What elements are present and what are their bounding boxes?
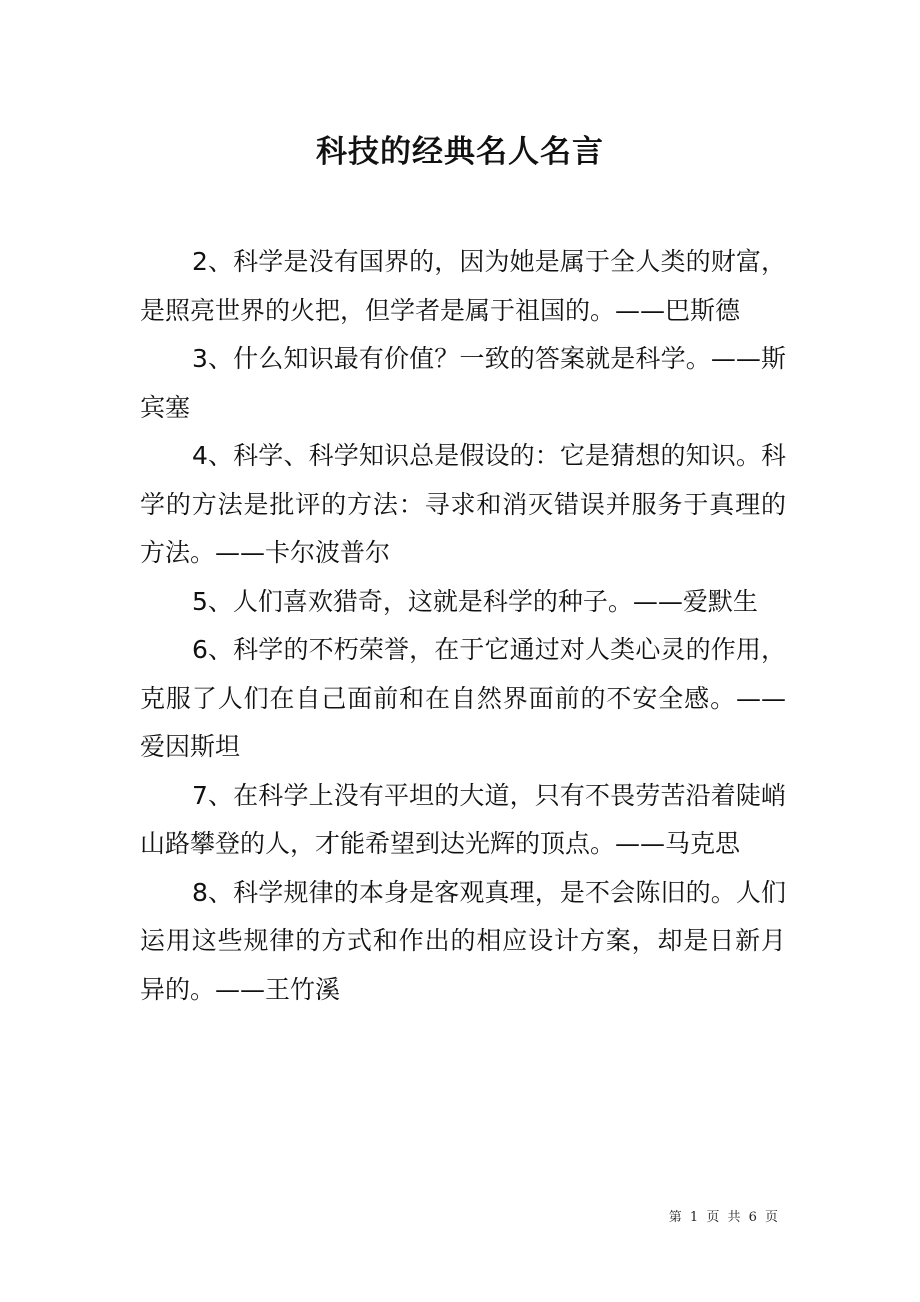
quote-paragraph: 2、科学是没有国界的，因为她是属于全人类的财富，是照亮世界的火把，但学者是属于祖国的。——巴斯德 [140,247,786,325]
page-number-footer: 第 1 页 共 6 页 [668,1210,780,1225]
quote-paragraph: 4、科学、科学知识总是假设的：它是猜想的知识。科学的方法是批评的方法：寻求和消灭错误并服务于真理的方法。——卡尔波普尔 [140,441,786,567]
quote-paragraph: 3、什么知识最有价值？一致的答案就是科学。——斯宾塞 [140,344,786,422]
quote-paragraph: 7、在科学上没有平坦的大道，只有不畏劳苦沿着陡峭山路攀登的人，才能希望到达光辉的顶点。——马克思 [140,780,786,858]
document-title: 科技的经典名人名言 [316,134,604,170]
quote-paragraph: 8、科学规律的本身是客观真理，是不会陈旧的。人们运用这些规律的方式和作出的相应设计方案，却是日新月异的。——王竹溪 [140,877,786,1004]
quote-paragraph: 5、人们喜欢猎奇，这就是科学的种子。——爱默生 [192,586,758,616]
document-body [140,238,786,1014]
quote-paragraph: 6、科学的不朽荣誉，在于它通过对人类心灵的作用，克服了人们在自己面前和在自然界面前的不安全感。——爱因斯坦 [140,635,786,761]
